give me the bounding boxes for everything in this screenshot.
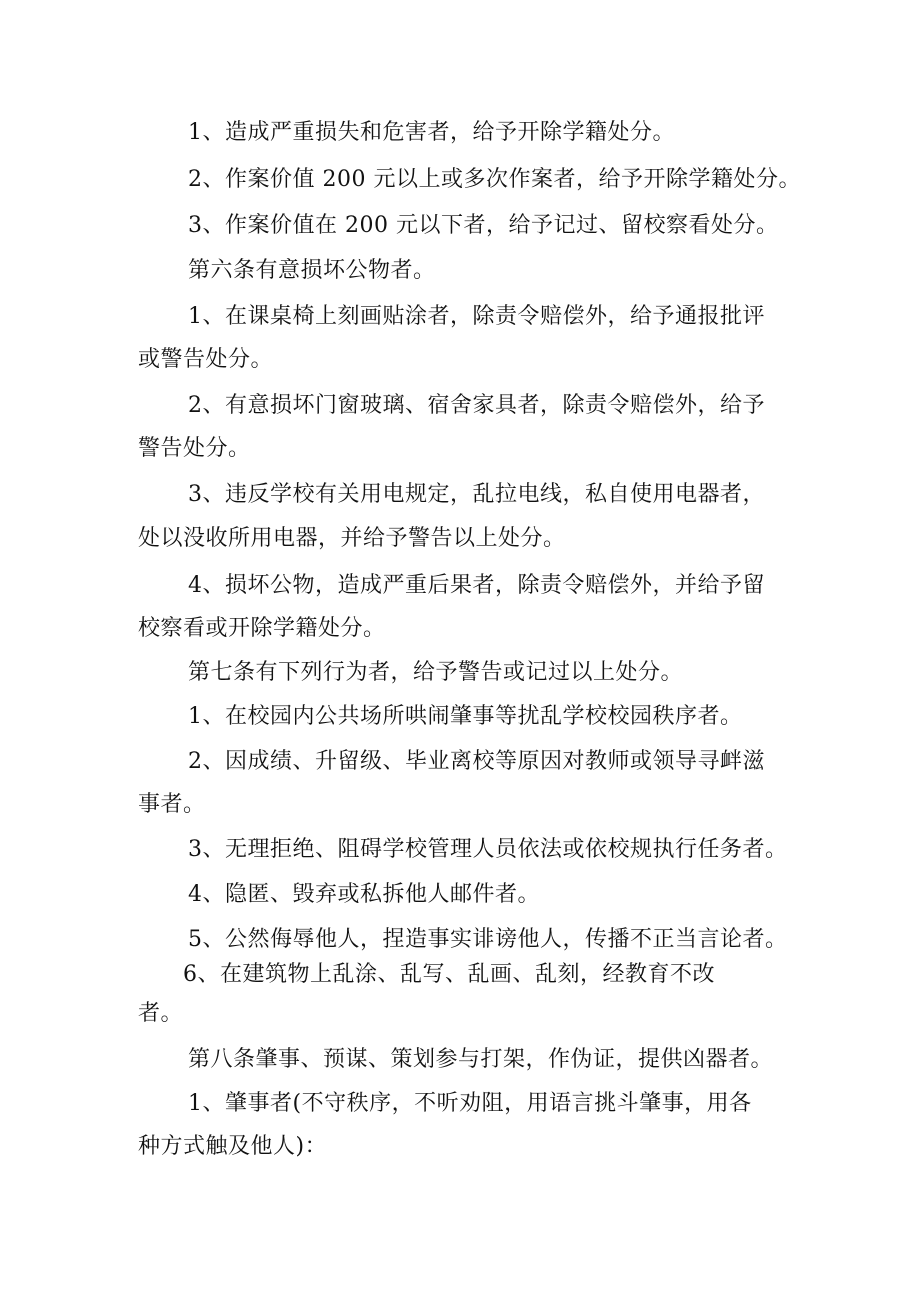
- paragraph-line: 处以没收所用电器，并给予警告以上处分。: [138, 526, 566, 551]
- paragraph-line: 1、在校园内公共场所哄闹肇事等扰乱学校校园秩序者。: [188, 704, 743, 729]
- paragraph-line: 或警告处分。: [138, 347, 274, 372]
- paragraph-line: 1、在课桌椅上刻画贴涂者，除责令赔偿外，给予通报批评: [188, 304, 765, 329]
- paragraph-line: 4、隐匿、毁弃或私拆他人邮件者。: [188, 882, 540, 907]
- paragraph-line: 种方式触及他人)：: [138, 1134, 328, 1159]
- paragraph-line: 5、公然侮辱他人，捏造事实诽谤他人，传播不正当言论者。: [188, 927, 788, 952]
- paragraph-line: 3、违反学校有关用电规定，乱拉电线，私自使用电器者，: [188, 482, 765, 507]
- paragraph-line: 者。: [138, 1001, 184, 1026]
- paragraph-line: 1、造成严重损失和危害者，给予开除学籍处分。: [188, 120, 675, 145]
- paragraph-line: 2、作案价值 200 元以上或多次作案者，给予开除学籍处分。: [188, 167, 801, 192]
- paragraph-line: 6、在建筑物上乱涂、乱写、乱画、乱刻，经教育不改: [183, 962, 715, 987]
- paragraph-line: 1、肇事者(不守秩序，不听劝阻，用语言挑斗肇事，用各: [188, 1091, 752, 1116]
- paragraph-line: 2、有意损坏门窗玻璃、宿舍家具者，除责令赔偿外，给予: [188, 393, 765, 418]
- paragraph-line: 事者。: [138, 792, 206, 817]
- paragraph-line: 3、作案价值在 200 元以下者，给予记过、留校察看处分。: [188, 213, 779, 238]
- paragraph-line: 警告处分。: [138, 436, 251, 461]
- paragraph-line: 校察看或开除学籍处分。: [138, 616, 386, 641]
- paragraph-line: 4、损坏公物，造成严重后果者，除责令赔偿外，并给予留: [188, 573, 765, 598]
- section-heading: 第七条有下列行为者，给予警告或记过以上处分。: [188, 660, 684, 685]
- section-heading: 第八条肇事、预谋、策划参与打架，作伪证，提供凶器者。: [188, 1047, 774, 1072]
- paragraph-line: 3、无理拒绝、阻碍学校管理人员依法或依校规执行任务者。: [188, 837, 788, 862]
- paragraph-line: 2、因成绩、升留级、毕业离校等原因对教师或领导寻衅滋: [188, 749, 765, 774]
- section-heading: 第六条有意损坏公物者。: [188, 258, 436, 283]
